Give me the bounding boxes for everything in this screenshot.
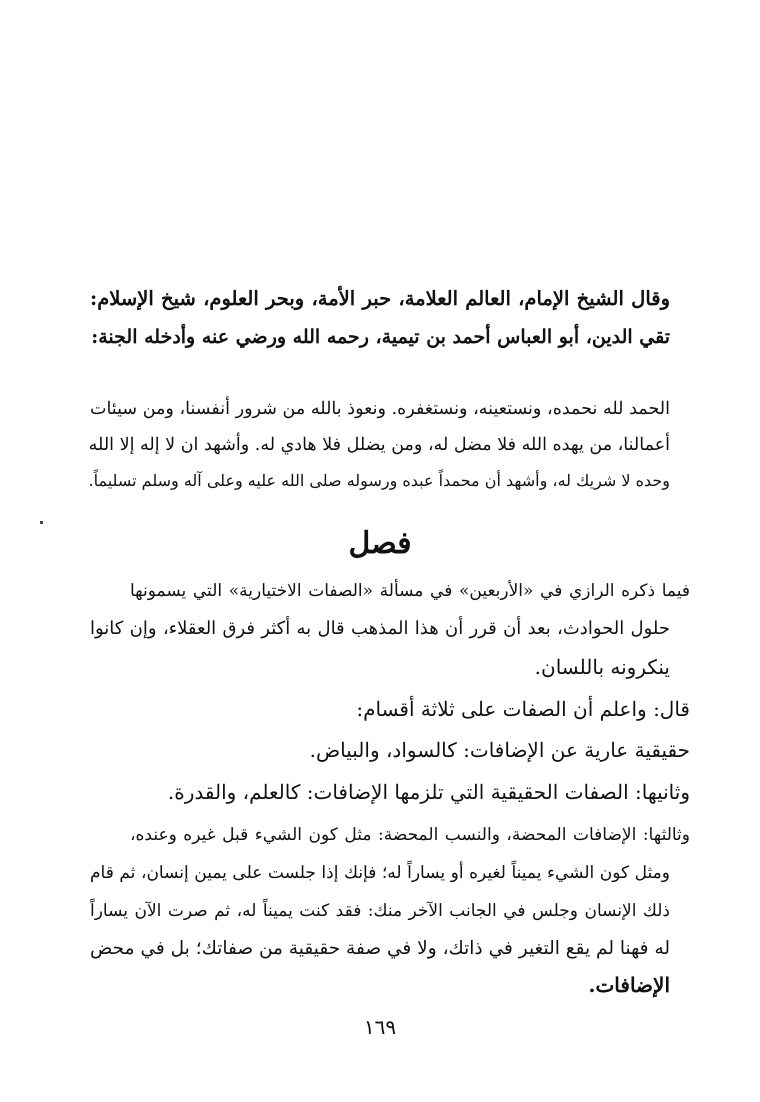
intro-line-1: وقال الشيخ الإمام، العالم العلامة، حبر الأمة، وبحر العلوم، شيخ الإسلام: [90, 287, 670, 310]
section-p5-line-3: ذلك الإنسان وجلس في الجانب الآخر منك: فقد كنت يميناً له، ثم صرت الآن يساراً [90, 901, 670, 921]
page-number: ١٦٩ [363, 1015, 397, 1039]
section-p1-line-3: ينكرونه باللسان. [534, 655, 670, 679]
section-p1-line-2: حلول الحوادث، بعد أن قرر أن هذا المذهب قال به أكثر فرق العقلاء، وإن كانوا [90, 618, 670, 639]
section-p4: وثانيها: الصفات الحقيقية التي تلزمها الإضافات: كالعلم، والقدرة. [167, 780, 690, 804]
section-heading: فصل [348, 526, 412, 561]
praise-line-1: الحمد لله نحمده، ونستعينه، ونستغفره. ونعوذ بالله من شرور أنفسنا، ومن سيئات [90, 399, 670, 419]
section-p5-line-4: له فهنا لم يقع التغير في ذاتك، ولا في صفة حقيقية من صفاتك؛ بل في محض [90, 938, 670, 959]
intro-line-2: تقي الدين، أبو العباس أحمد بن تيمية، رحمه الله ورضي عنه وأدخله الجنة: [91, 326, 670, 348]
section-p5-line-2: ومثل كون الشيء يميناً لغيره أو يساراً له؛ فإنك إذا جلست على يمين إنسان، ثم قام [90, 863, 670, 883]
section-p5-line-5: الإضافات. [588, 973, 670, 997]
section-p5-line-1: وثالثها: الإضافات المحضة، والنسب المحضة: مثل كون الشيء قبل غيره وعنده، [130, 825, 690, 845]
section-p1-line-1: فيما ذكره الرازي في «الأربعين» في مسألة «الصفات الاختيارية» التي يسمونها [130, 581, 690, 601]
section-p2: قال: واعلم أن الصفات على ثلاثة أقسام: [356, 697, 690, 721]
praise-line-3: وحده لا شريك له، وأشهد أن محمداً عبده ورسوله صلى الله عليه وعلى آله وسلم تسليماً. [88, 471, 670, 490]
praise-line-2: أعمالنا، من يهده الله فلا مضل له، ومن يضلل فلا هادي له. وأشهد ان لا إله إلا الله [88, 435, 670, 455]
section-p3: حقيقية عارية عن الإضافات: كالسواد، والبياض. [309, 738, 690, 762]
